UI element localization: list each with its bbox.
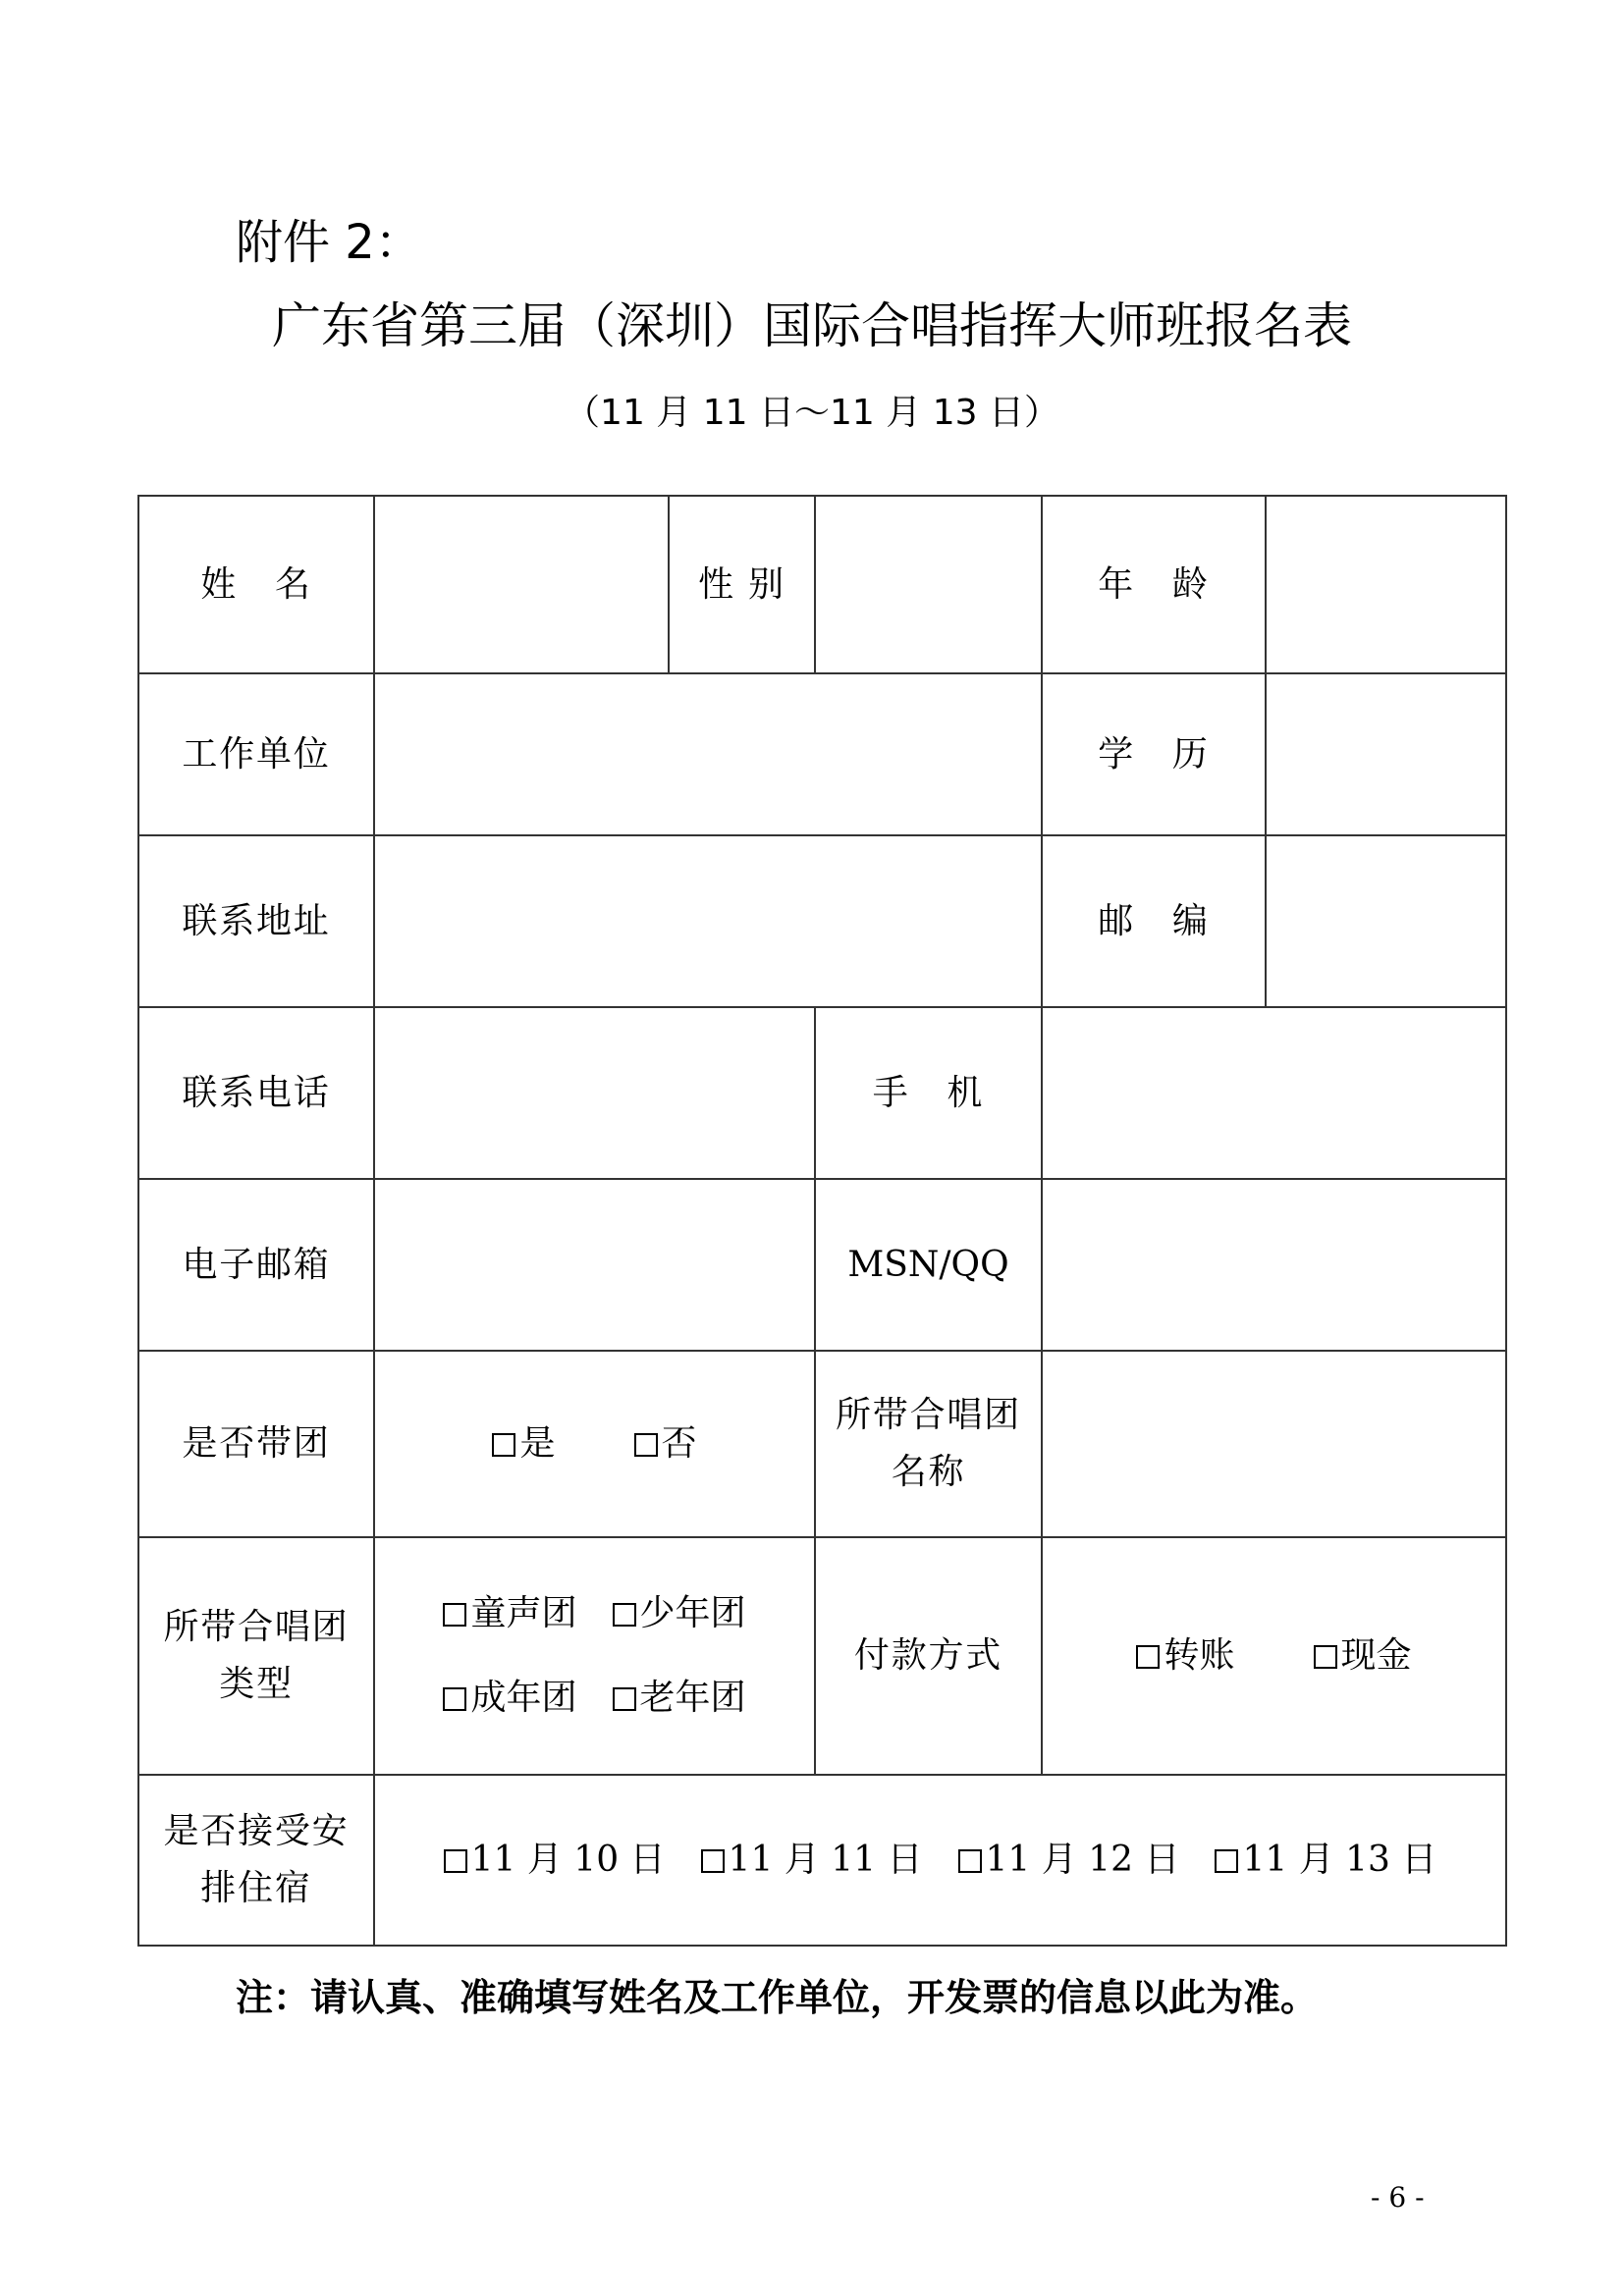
form-title: 广东省第三届（深圳）国际合唱指挥大师班报名表 (272, 297, 1352, 354)
payment-options (1042, 1537, 1506, 1775)
choir-type-youth-checkbox[interactable]: 少年团 (613, 1572, 746, 1656)
table-row (138, 1007, 1506, 1179)
email-field[interactable] (374, 1179, 815, 1351)
accommodation-date-checkbox[interactable]: 11 月 12 日 (958, 1832, 1180, 1889)
phone-label: 联系电话 (138, 1007, 374, 1179)
accommodation-date-checkbox[interactable]: 11 月 13 日 (1215, 1832, 1436, 1889)
gender-field[interactable] (815, 496, 1042, 673)
choir-type-senior-checkbox[interactable]: 老年团 (613, 1656, 746, 1740)
lead-choir-yes-checkbox[interactable]: 是 (492, 1415, 555, 1472)
lead-choir-options (374, 1351, 815, 1537)
form-subtitle: （11 月 11 日～11 月 13 日） (565, 393, 1059, 433)
choir-name-label: 所带合唱团 名称 (815, 1351, 1042, 1537)
address-field[interactable] (374, 835, 1042, 1007)
name-field[interactable] (374, 496, 669, 673)
table-row (138, 1351, 1506, 1537)
phone-field[interactable] (374, 1007, 815, 1179)
education-label: 学 历 (1042, 673, 1266, 835)
checkbox-icon (492, 1433, 515, 1457)
choir-type-children-checkbox[interactable]: 童声团 (443, 1572, 576, 1656)
payment-label: 付款方式 (815, 1537, 1042, 1775)
accommodation-label: 是否接受安 排住宿 (138, 1775, 374, 1946)
registration-form-table (137, 495, 1507, 1947)
table-row (138, 496, 1506, 673)
checkbox-icon (1136, 1645, 1160, 1669)
msn-qq-label: MSN/QQ (815, 1179, 1042, 1351)
age-label: 年 龄 (1042, 496, 1266, 673)
table-row (138, 1775, 1506, 1946)
checkbox-icon (443, 1687, 466, 1711)
page-number: - 6 - (1371, 2181, 1425, 2214)
work-unit-label: 工作单位 (138, 673, 374, 835)
gender-label: 性 别 (669, 496, 815, 673)
checkbox-icon (1314, 1645, 1337, 1669)
lead-choir-no-checkbox[interactable]: 否 (634, 1415, 697, 1472)
checkbox-icon (1215, 1849, 1238, 1873)
lead-choir-label: 是否带团 (138, 1351, 374, 1537)
accommodation-options (374, 1775, 1506, 1946)
payment-cash-checkbox[interactable]: 现金 (1314, 1628, 1412, 1684)
postcode-field[interactable] (1266, 835, 1506, 1007)
accommodation-date-checkbox[interactable]: 11 月 11 日 (701, 1832, 923, 1889)
footnote: 注：请认真、准确填写姓名及工作单位，开发票的信息以此为准。 (236, 1976, 1319, 2019)
choir-type-label: 所带合唱团 类型 (138, 1537, 374, 1775)
postcode-label: 邮 编 (1042, 835, 1266, 1007)
mobile-field[interactable] (1042, 1007, 1506, 1179)
attachment-label: 附件 2： (236, 215, 422, 270)
checkbox-icon (701, 1849, 725, 1873)
choir-type-options (374, 1537, 815, 1775)
checkbox-icon (634, 1433, 658, 1457)
table-row (138, 673, 1506, 835)
checkbox-icon (613, 1687, 636, 1711)
age-field[interactable] (1266, 496, 1506, 673)
choir-type-adult-checkbox[interactable]: 成年团 (443, 1656, 576, 1740)
checkbox-icon (958, 1849, 982, 1873)
email-label: 电子邮箱 (138, 1179, 374, 1351)
checkbox-icon (444, 1849, 467, 1873)
choir-name-field[interactable] (1042, 1351, 1506, 1537)
accommodation-date-checkbox[interactable]: 11 月 10 日 (444, 1832, 666, 1889)
checkbox-icon (613, 1603, 636, 1627)
education-field[interactable] (1266, 673, 1506, 835)
payment-transfer-checkbox[interactable]: 转账 (1136, 1628, 1234, 1684)
address-label: 联系地址 (138, 835, 374, 1007)
msn-qq-field[interactable] (1042, 1179, 1506, 1351)
table-row (138, 835, 1506, 1007)
table-row (138, 1537, 1506, 1775)
work-unit-field[interactable] (374, 673, 1042, 835)
mobile-label: 手 机 (815, 1007, 1042, 1179)
name-label: 姓 名 (138, 496, 374, 673)
checkbox-icon (443, 1603, 466, 1627)
table-row (138, 1179, 1506, 1351)
